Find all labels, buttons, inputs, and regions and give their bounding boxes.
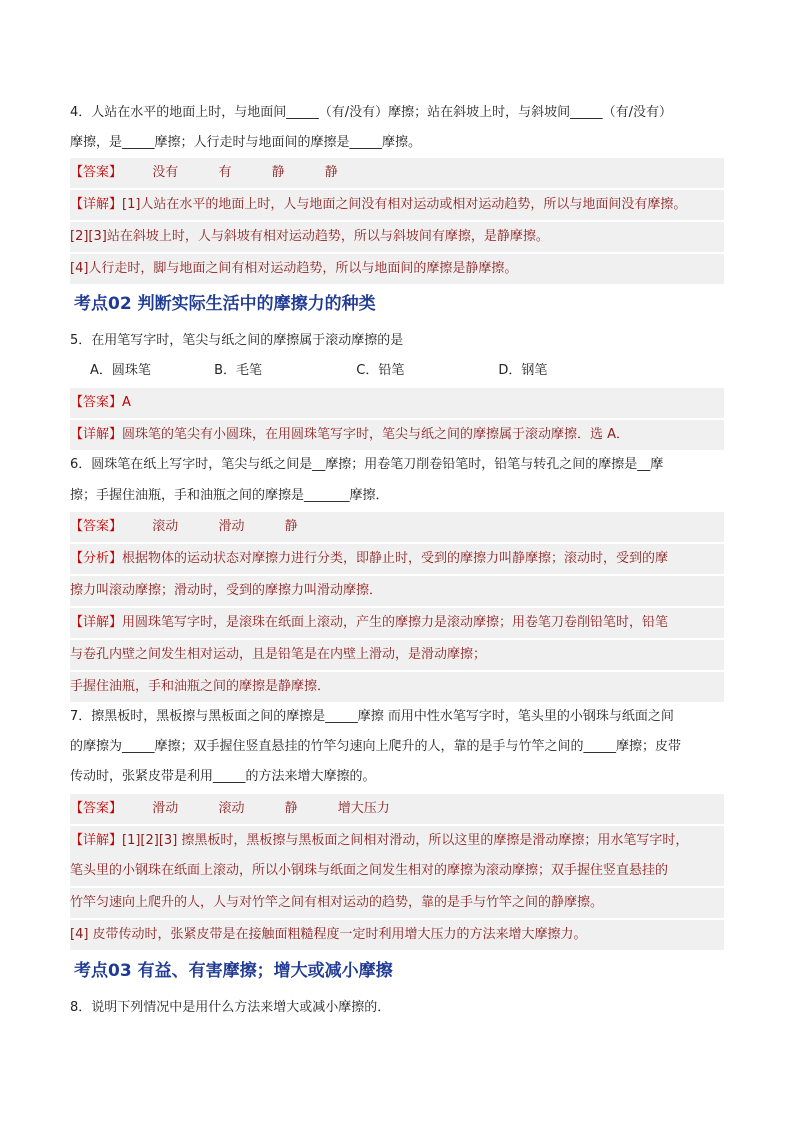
q6-detail-text1: 用圆珠笔写字时，是滚珠在纸面上滚动，产生的摩擦力是滚动摩擦；用卷笔刀卷削铅笔时，铅笔 <box>122 615 669 630</box>
q6-answer-1: 滚动 <box>152 519 179 534</box>
q6-stem-line2: 擦；手握住油瓶，手和油瓶之间的摩擦是_______摩擦． <box>70 488 389 503</box>
q7-stem-line3: 传动时，张紧皮带是利用_____的方法来增大摩擦的。 <box>70 769 376 784</box>
q7-stem-line2: 的摩擦为_____摩擦；双手握住竖直悬挂的竹竿匀速向上爬升的人，靠的是手与竹竿之间的_____摩擦；皮带 <box>70 739 682 754</box>
q6-answer-2: 滑动 <box>218 519 245 534</box>
q6-analysis-text1: 根据物体的运动状态对摩擦力进行分类，即静止时，受到的摩擦力叫静摩擦；滚动时，受到的摩 <box>122 551 669 566</box>
detail-tag: 【详解】 <box>70 427 123 442</box>
section-heading-02: 考点02 判断实际生活中的摩擦力的种类 <box>74 294 376 314</box>
q5-option-d: D．钢笔 <box>498 363 548 378</box>
section-heading-03: 考点03 有益、有害摩擦；增大或减小摩擦 <box>74 961 393 981</box>
q7-detail-text1: [1][2][3] 擦黑板时，黑板擦与黑板面之间相对滑动，所以这里的摩擦是滑动摩擦；用水笔写字时， <box>122 833 689 848</box>
q4-detail-line2: [2][3]站在斜坡上时，人与斜坡有相对运动趋势，所以与斜坡间有摩擦，是静摩擦。 <box>70 222 724 252</box>
q6-answer <box>70 512 724 542</box>
q7-answer-3: 静 <box>284 801 298 816</box>
q4-answer-2: 有 <box>218 165 232 180</box>
q5-detail-text: 圆珠笔的笔尖有小圆珠，在用圆珠笔写字时，笔尖与纸之间的摩擦属于滚动摩擦．选 A． <box>122 427 630 442</box>
q6-detail-line1 <box>70 608 724 638</box>
q5-answer <box>70 388 724 418</box>
q7-detail-line3: 竹竿匀速向上爬升的人，人与对竹竿之间有相对运动的趋势，靠的是手与竹竿之间的静摩擦。 <box>70 888 724 918</box>
analysis-tag: 【分析】 <box>70 551 123 566</box>
detail-tag: 【详解】 <box>70 197 123 212</box>
q4-answer-4: 静 <box>324 165 338 180</box>
q4-stem-line1: 4．人站在水平的地面上时，与地面间_____（有/没有）摩擦；站在斜坡上时，与斜坡间_____（有/没有） <box>70 105 673 120</box>
answer-tag: 【答案】 <box>70 165 123 180</box>
q6-detail-line3: 手握住油瓶，手和油瓶之间的摩擦是静摩擦． <box>70 672 724 702</box>
q4-answer-3: 静 <box>271 165 285 180</box>
q5-options <box>90 356 750 386</box>
q5-detail <box>70 420 724 450</box>
q5-option-b: B．毛笔 <box>214 363 263 378</box>
q4-detail-line1 <box>70 190 724 220</box>
q7-stem-line1: 7．擦黑板时，黑板擦与黑板面之间的摩擦是_____摩擦 而用中性水笔写字时，笔头里的小钢珠与纸面之间 <box>70 709 674 724</box>
q4-answer-1: 没有 <box>152 165 179 180</box>
q5-stem: 5．在用笔写字时，笔尖与纸之间的摩擦属于滚动摩擦的是 <box>70 333 404 348</box>
answer-tag: 【答案】 <box>70 395 123 410</box>
q7-answer-2: 滚动 <box>218 801 245 816</box>
q7-answer-1: 滑动 <box>152 801 179 816</box>
q6-detail-line2: 与卷孔内壁之间发生相对运动，且是铅笔是在内壁上滑动，是滑动摩擦； <box>70 640 724 670</box>
q7-detail-line4: [4] 皮带传动时，张紧皮带是在接触面粗糙程度一定时利用增大压力的方法来增大摩擦力。 <box>70 920 724 950</box>
answer-tag: 【答案】 <box>70 519 123 534</box>
q6-analysis-line1 <box>70 544 724 574</box>
q4-detail-text1: [1]人站在水平的地面上时，人与地面之间没有相对运动或相对运动趋势，所以与地面间没有摩擦。 <box>122 197 687 212</box>
q7-answer <box>70 794 724 824</box>
q5-option-a: A．圆珠笔 <box>90 363 151 378</box>
q8-stem: 8．说明下列情况中是用什么方法来增大或减小摩擦的． <box>70 1000 391 1015</box>
q7-detail-line1 <box>70 826 724 856</box>
q4-stem-line2: 摩擦，是_____摩擦；人行走时与地面间的摩擦是_____摩擦。 <box>70 135 422 150</box>
q5-answer-value: A <box>122 395 131 410</box>
answer-tag: 【答案】 <box>70 801 123 816</box>
q5-option-c: C．铅笔 <box>356 363 405 378</box>
detail-tag: 【详解】 <box>70 615 123 630</box>
q6-answer-3: 静 <box>284 519 298 534</box>
q4-detail-line3: [4]人行走时，脚与地面之间有相对运动趋势，所以与地面间的摩擦是静摩擦。 <box>70 254 724 284</box>
q4-answer <box>70 158 724 188</box>
q7-detail-line2: 笔头里的小钢珠在纸面上滚动，所以小钢珠与纸面之间发生相对的摩擦为滚动摩擦；双手握住竖直悬挂的 <box>70 856 724 886</box>
q6-analysis-line2: 擦力叫滚动摩擦；滑动时，受到的摩擦力叫滑动摩擦． <box>70 576 724 606</box>
q7-answer-4: 增大压力 <box>337 801 390 816</box>
detail-tag: 【详解】 <box>70 833 123 848</box>
q6-stem-line1: 6．圆珠笔在纸上写字时，笔尖与纸之间是__摩擦；用卷笔刀削卷铅笔时，铅笔与转孔之间的摩擦是__摩 <box>70 457 664 472</box>
